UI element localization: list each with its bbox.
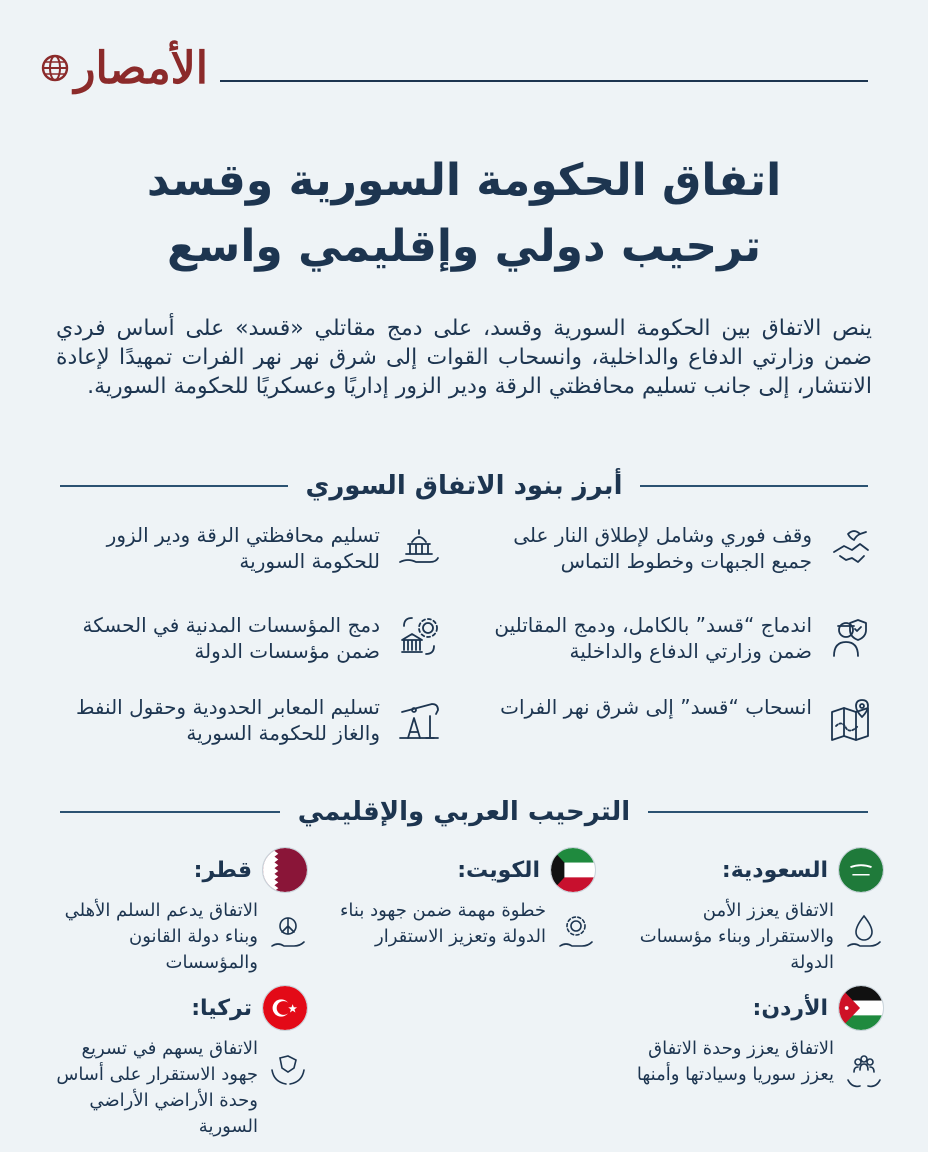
gear-hand-icon [556,912,596,952]
divider [60,811,280,813]
country-card-jordan [620,984,884,1110]
country-name: الكويت: [457,857,540,883]
soldier-shield-icon [826,612,876,662]
government-building-hand-icon [394,522,444,572]
page-title [60,148,868,280]
map-pin-icon [826,694,876,744]
title-line-1: اتفاق الحكومة السورية وقسد [146,155,782,206]
countries-grid [44,846,884,1137]
brand-logo [38,36,208,100]
divider [640,485,868,487]
clause-text: دمج المؤسسات المدنية في الحسكة ضمن مؤسسات الدولة [82,613,380,663]
clause-text: اندماج “قسد” بالكامل، ودمج المقاتلين ضمن وزارتي الدفاع والداخلية [494,613,812,663]
country-card-saudi [620,846,884,984]
header-divider [220,80,868,82]
clauses-grid [52,522,876,762]
clause-item [52,522,444,612]
clause-item [52,612,444,694]
country-name: قطر: [193,857,252,883]
kuwait-flag-icon [550,847,596,893]
clause-item [484,522,876,612]
country-card-kuwait [332,846,596,984]
clause-text: وقف فوري وشامل لإطلاق النار على جميع الجبهات وخطوط التماس [513,523,812,573]
clause-text: انسحاب “قسد” إلى شرق نهر الفرات [500,695,812,719]
people-hands-icon [844,1050,884,1090]
section-title: أبرز بنود الاتفاق السوري [305,471,623,501]
qatar-flag-icon [262,847,308,893]
oil-pump-icon [394,694,444,744]
water-drop-hand-icon [844,912,884,952]
clause-text: تسليم محافظتي الرقة ودير الزور للحكومة السورية [106,523,380,573]
clause-item [484,694,876,764]
country-text: خطوة مهمة ضمن جهود بناء الدولة وتعزيز الاستقرار [339,900,546,947]
clause-text: تسليم المعابر الحدودية وحقول النفط والغاز للحكومة السورية [75,695,380,745]
title-line-2: ترحيب دولي وإقليمي واسع [167,221,761,272]
country-name: الأردن: [752,995,828,1021]
country-name: تركيا: [191,995,252,1021]
section-heading-welcome [60,792,868,832]
country-card-turkey [44,984,308,1137]
dove-handshake-icon [826,522,876,572]
country-card-qatar [44,846,308,984]
section-title: الترحيب العربي والإقليمي [297,797,631,827]
logo-text: الأمصار [74,42,208,94]
country-text: الاتفاق يدعم السلم الأهلي وبناء دولة القانون والمؤسسات [64,900,258,973]
empty-slot [332,984,596,1110]
turkey-flag-icon [262,985,308,1031]
globe-icon [40,53,70,83]
country-text: الاتفاق يسهم في تسريع جهود الاستقرار على أساس وحدة الأراضي الأراضي السورية [56,1038,258,1137]
divider [60,485,288,487]
saudi-flag-icon [838,847,884,893]
map-hands-icon [268,1050,308,1090]
section-heading-clauses [60,466,868,506]
country-name: السعودية: [721,857,828,883]
country-text: الاتفاق يعزز الأمن والاستقرار وبناء مؤسسات الدولة [639,900,834,973]
jordan-flag-icon [838,985,884,1031]
country-text: الاتفاق يعزز وحدة الاتفاق يعزز سوريا وسيادتها وأمنها [636,1038,834,1085]
institution-gear-icon [394,612,444,662]
clause-item [484,612,876,694]
peace-hand-icon [268,912,308,952]
intro-paragraph: ينص الاتفاق بين الحكومة السورية وقسد، على دمج مقاتلي «قسد» على أساس فردي ضمن وزارتي الدفاع والداخلية، وانسحاب القوات إلى شرق نهر نهر الفرات تمهيدًا لإعادة الانتشار، إلى جانب تسليم محافظتي الرقة ودير الزور إداريًا وعسكريًا للحكومة السورية. [56,316,872,399]
divider [648,811,868,813]
clause-item [52,694,444,764]
